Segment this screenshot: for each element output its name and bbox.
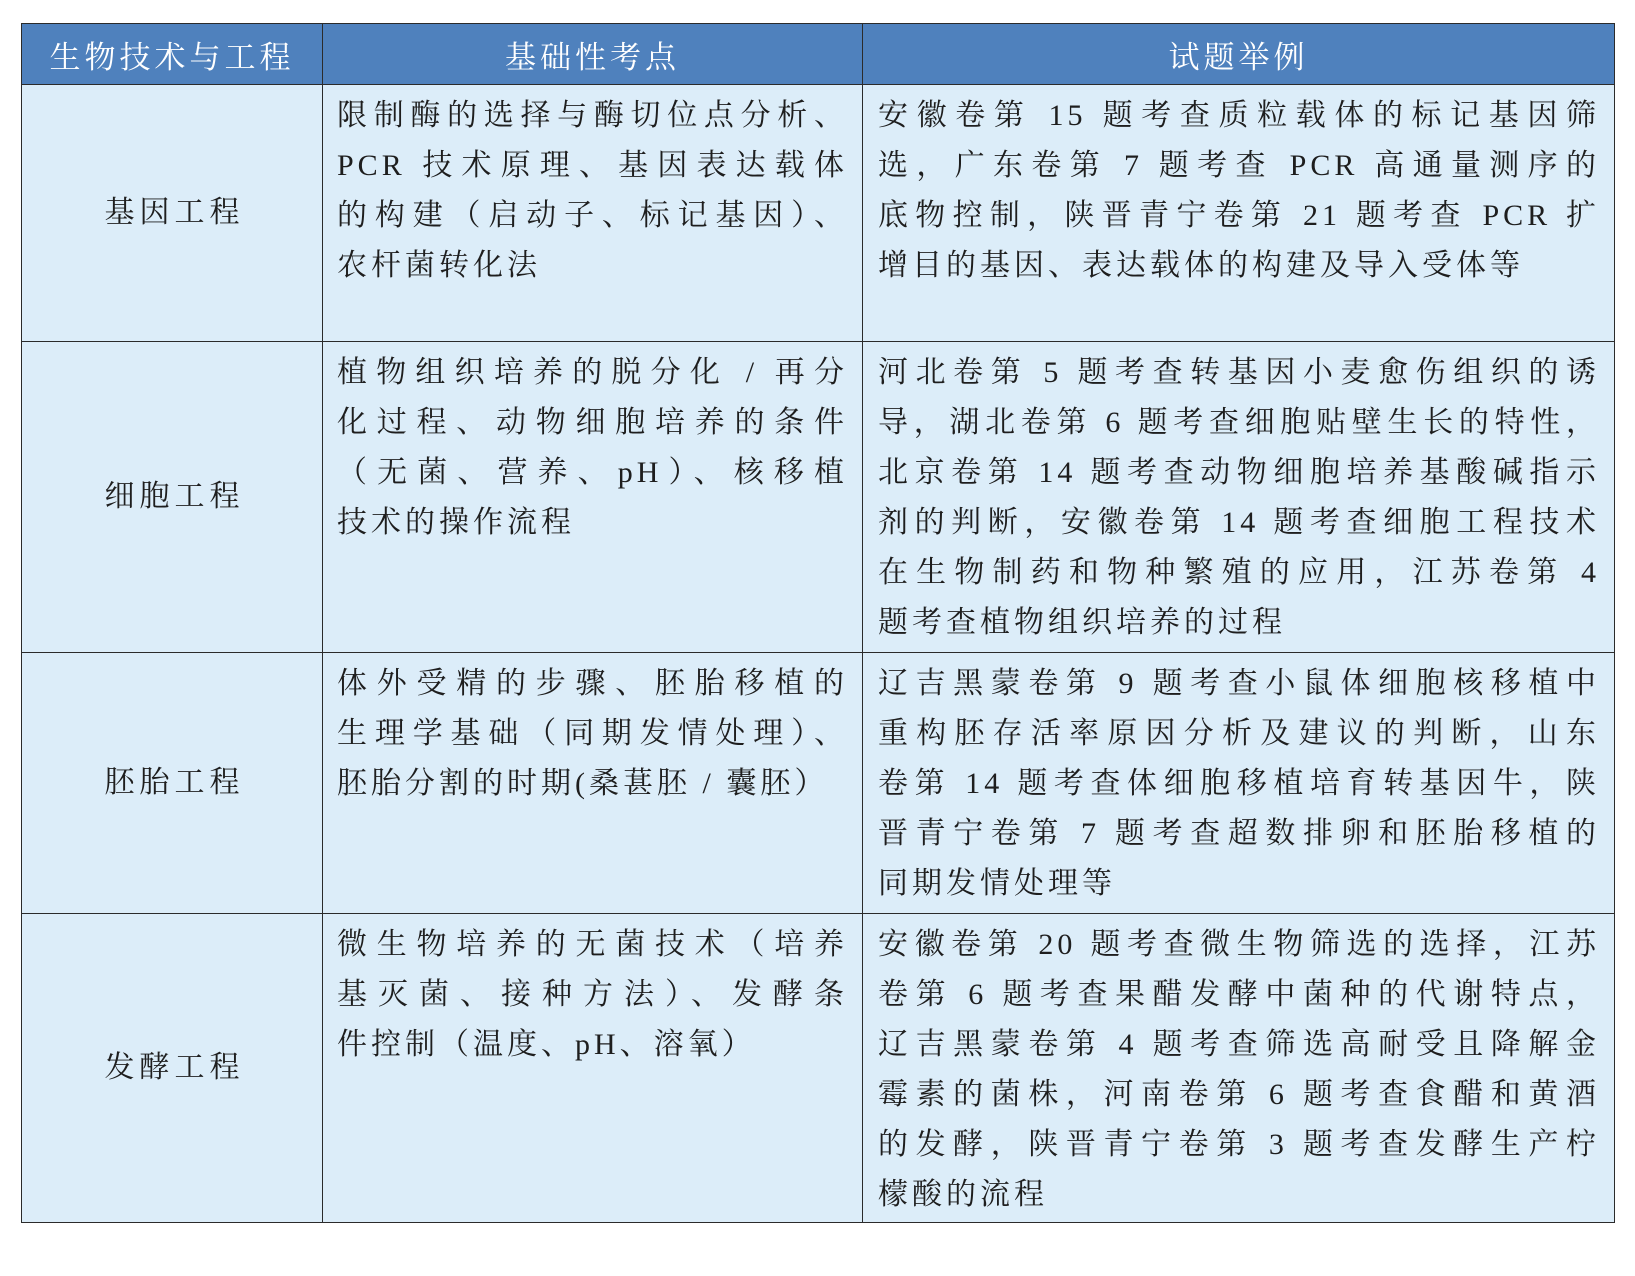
header-key-points: 基础性考点 xyxy=(323,24,863,85)
example-line: 霉素的菌株，河南卷第 6 题考查食醋和黄酒 xyxy=(878,1078,1600,1111)
key-points-cell xyxy=(323,653,863,914)
example-line: 重构胚存活率原因分析及建议的判断，山东 xyxy=(878,717,1600,750)
example-line: 檬酸的流程 xyxy=(878,1178,1048,1211)
example-line: 安徽卷第 15 题考查质粒载体的标记基因筛 xyxy=(878,99,1600,132)
example-line: 在生物制药和物种繁殖的应用，江苏卷第 4 xyxy=(878,556,1600,589)
example-line: 卷第 6 题考查果醋发酵中菌种的代谢特点， xyxy=(878,978,1600,1011)
example-line: 晋青宁卷第 7 题考查超数排卵和胚胎移植的 xyxy=(878,817,1600,850)
example-line: 辽吉黑蒙卷第 9 题考查小鼠体细胞核移植中 xyxy=(878,667,1600,700)
key-point-line: 基灭菌、接种方法）、发酵条 xyxy=(337,978,848,1011)
example-line: 导，湖北卷第 6 题考查细胞贴壁生长的特性， xyxy=(878,406,1600,439)
table-header xyxy=(22,24,1615,85)
header-row xyxy=(22,24,1615,85)
examples-cell xyxy=(863,342,1615,653)
example-line: 增目的基因、表达载体的构建及导入受体等 xyxy=(878,249,1524,282)
key-point-line: 限制酶的选择与酶切位点分析、 xyxy=(337,99,848,132)
example-line: 剂的判断，安徽卷第 14 题考查细胞工程技术 xyxy=(878,506,1600,539)
key-points-cell xyxy=(323,342,863,653)
category-cell: 基因工程 xyxy=(22,85,323,342)
example-line: 底物控制，陕晋青宁卷第 21 题考查 PCR 扩 xyxy=(878,199,1600,232)
table-row xyxy=(22,914,1615,1223)
example-line: 选，广东卷第 7 题考查 PCR 高通量测序的 xyxy=(878,149,1600,182)
table-body xyxy=(22,85,1615,1223)
example-line: 安徽卷第 20 题考查微生物筛选的选择，江苏 xyxy=(878,928,1600,961)
category-cell: 细胞工程 xyxy=(22,342,323,653)
example-line: 卷第 14 题考查体细胞移植培育转基因牛，陕 xyxy=(878,767,1600,800)
examples-cell xyxy=(863,85,1615,342)
example-line: 北京卷第 14 题考查动物细胞培养基酸碱指示 xyxy=(878,456,1600,489)
key-point-line: PCR 技术原理、基因表达载体 xyxy=(337,149,848,182)
key-point-line: 微生物培养的无菌技术（培养 xyxy=(337,928,848,961)
biotech-exam-table xyxy=(21,23,1615,1223)
header-examples: 试题举例 xyxy=(863,24,1615,85)
key-point-line: 的构建（启动子、标记基因）、 xyxy=(337,199,848,232)
example-line: 同期发情处理等 xyxy=(878,867,1116,900)
example-line: 题考查植物组织培养的过程 xyxy=(878,606,1286,639)
category-cell: 胚胎工程 xyxy=(22,653,323,914)
header-category: 生物技术与工程 xyxy=(22,24,323,85)
key-point-line: 技术的操作流程 xyxy=(337,506,575,539)
key-point-line: 胚胎分割的时期(桑葚胚 / 囊胚） xyxy=(337,767,829,800)
key-point-line: 件控制（温度、pH、溶氧） xyxy=(337,1028,756,1061)
examples-cell xyxy=(863,914,1615,1223)
table-row xyxy=(22,85,1615,342)
key-point-line: 植物组织培养的脱分化 / 再分 xyxy=(337,356,848,389)
table-row xyxy=(22,653,1615,914)
key-points-cell xyxy=(323,914,863,1223)
category-cell: 发酵工程 xyxy=(22,914,323,1223)
key-point-line: 体外受精的步骤、胚胎移植的 xyxy=(337,667,848,700)
key-point-line: 化过程、动物细胞培养的条件 xyxy=(337,406,848,439)
key-point-line: 农杆菌转化法 xyxy=(337,249,541,282)
example-line: 河北卷第 5 题考查转基因小麦愈伤组织的诱 xyxy=(878,356,1600,389)
example-line: 的发酵，陕晋青宁卷第 3 题考查发酵生产柠 xyxy=(878,1128,1600,1161)
key-points-cell xyxy=(323,85,863,342)
key-point-line: （无菌、营养、pH）、核移植 xyxy=(337,456,848,489)
table-row xyxy=(22,342,1615,653)
key-point-line: 生理学基础（同期发情处理）、 xyxy=(337,717,848,750)
examples-cell xyxy=(863,653,1615,914)
example-line: 辽吉黑蒙卷第 4 题考查筛选高耐受且降解金 xyxy=(878,1028,1600,1061)
